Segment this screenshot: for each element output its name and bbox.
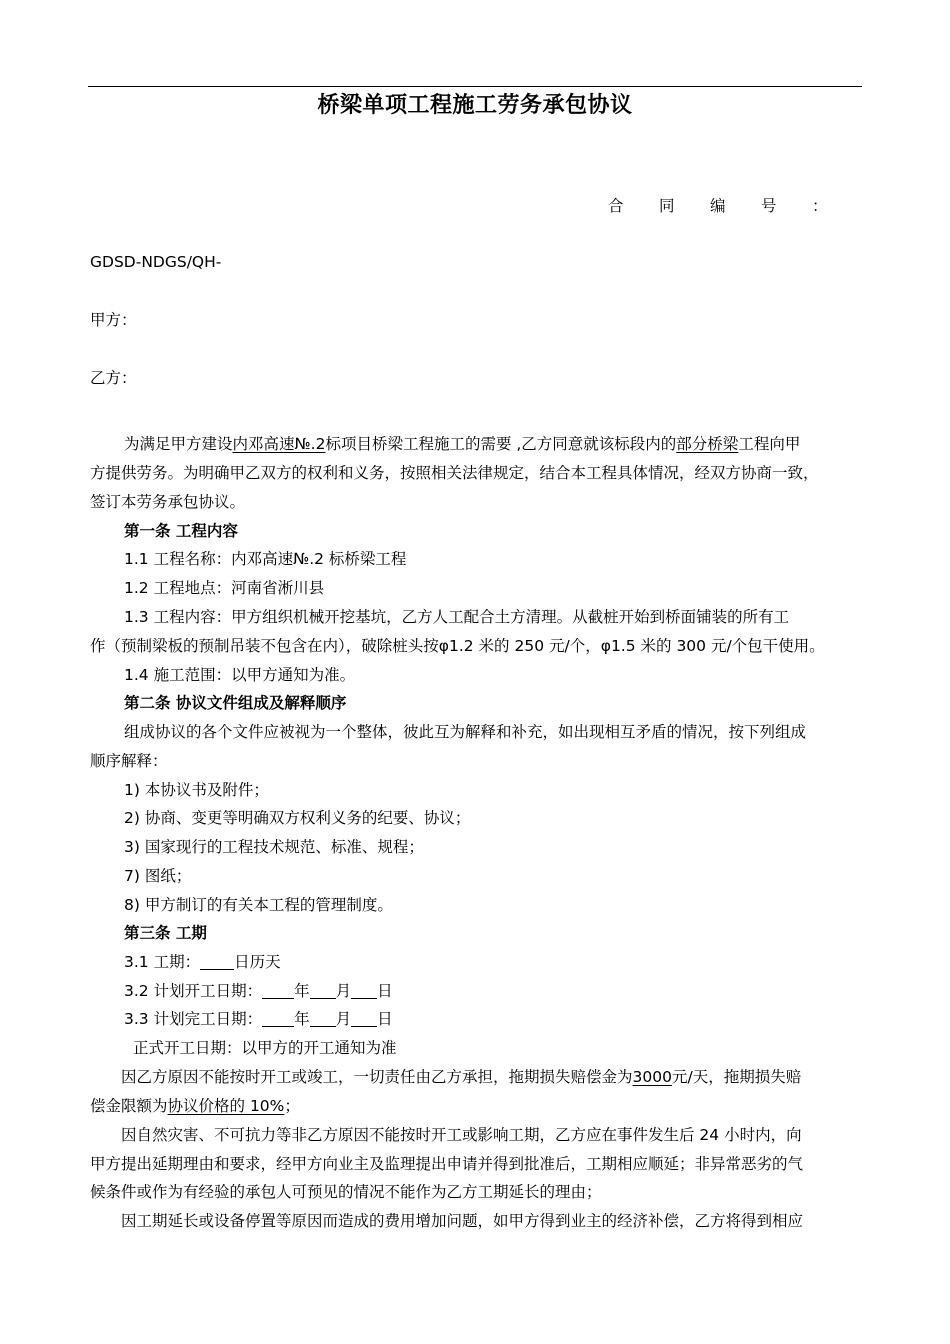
start-month-blank[interactable] xyxy=(310,982,336,999)
duration-line: 3.1 工期： 日历天 xyxy=(124,953,281,971)
duration-blank[interactable] xyxy=(200,953,234,970)
article-1-item-2: 1.2 工程地点：河南省淅川县 xyxy=(124,579,325,597)
planned-end-line: 3.3 计划完工日期： 年 月 日 xyxy=(124,1010,393,1028)
delay-clause-line-1: 因乙方原因不能按时开工或竣工，一切责任由乙方承担，拖期损失赔偿金为3000元/天，拖期损失赔 xyxy=(121,1068,802,1086)
list-item: 1) 本协议书及附件； xyxy=(124,781,269,799)
intro-line-2: 方提供劳务。为明确甲乙双方的权利和义务，按照相关法律规定，结合本工程具体情况，经双方协商一致， xyxy=(90,464,819,482)
article-1-item-4: 1.4 施工范围：以甲方通知为准。 xyxy=(124,666,356,684)
planned-start-line: 3.2 计划开工日期： 年 月 日 xyxy=(124,982,393,1000)
party-a: 甲方： xyxy=(90,311,137,329)
article-3-heading: 第三条 工期 xyxy=(124,924,207,942)
article-2-para-1: 组成协议的各个文件应被视为一个整体，彼此互为解释和补充，如出现相互矛盾的情况，按下列组成 xyxy=(124,723,807,741)
article-1-item-1: 1.1 工程名称：内邓高速№.2 标桥梁工程 xyxy=(124,550,407,568)
intro-line-1: 为满足甲方建设内邓高速№.2标项目桥梁工程施工的需要 ,乙方同意就该标段内的部分桥梁工程向甲 xyxy=(124,435,801,453)
end-year-blank[interactable] xyxy=(262,1010,294,1027)
party-b: 乙方： xyxy=(90,369,137,387)
start-year-blank[interactable] xyxy=(262,982,294,999)
list-item: 2) 协商、变更等明确双方权利义务的纪要、协议； xyxy=(124,809,471,827)
list-item: 8) 甲方制订的有关本工程的管理制度。 xyxy=(124,896,393,914)
document-title: 桥梁单项工程施工劳务承包协议 xyxy=(317,93,633,118)
formal-start-date: 正式开工日期：以甲方的开工通知为准 xyxy=(133,1039,397,1057)
extension-clause-line-1: 因自然灾害、不可抗力等非乙方原因不能按时开工或影响工期，乙方应在事件发生后 24 小时内，向 xyxy=(121,1126,802,1144)
delay-clause-line-2: 偿金限额为协议价格的 10%； xyxy=(90,1097,300,1115)
end-month-blank[interactable] xyxy=(310,1010,336,1027)
contract-number-label: 合 同 编 号 ： xyxy=(608,197,828,215)
intro-line-3: 签订本劳务承包协议。 xyxy=(90,493,246,511)
header-rule xyxy=(88,86,862,87)
article-1-heading: 第一条 工程内容 xyxy=(124,522,238,540)
contract-code: GDSD-NDGS/QH- xyxy=(90,253,222,271)
extension-clause-line-2: 甲方提出延期理由和要求，经甲方向业主及监理提出申请并得到批准后，工期相应顺延；非异常恶劣的气 xyxy=(90,1155,804,1173)
list-item: 3) 国家现行的工程技术规范、标准、规程； xyxy=(124,838,424,856)
article-2-heading: 第二条 协议文件组成及解释顺序 xyxy=(124,694,347,712)
article-2-para-2: 顺序解释： xyxy=(90,752,168,770)
extension-clause-line-3: 候条件或作为有经验的承包人可预见的情况不能作为乙方工期延长的理由； xyxy=(90,1183,602,1201)
start-day-blank[interactable] xyxy=(351,982,377,999)
list-item: 7) 图纸； xyxy=(124,867,192,885)
article-1-item-3: 1.3 工程内容：甲方组织机械开挖基坑，乙方人工配合土方清理。从截桩开始到桥面铺装的所有工 xyxy=(124,608,790,626)
cost-clause-line-1: 因工期延长或设备停置等原因而造成的费用增加问题，如甲方得到业主的经济补偿，乙方将得到相应 xyxy=(121,1212,804,1230)
end-day-blank[interactable] xyxy=(351,1010,377,1027)
article-1-item-3-cont: 作（预制梁板的预制吊装不包含在内），破除桩头按φ1.2 米的 250 元/个，φ1.5 米的 300 元/个包干使用。 xyxy=(90,637,825,655)
